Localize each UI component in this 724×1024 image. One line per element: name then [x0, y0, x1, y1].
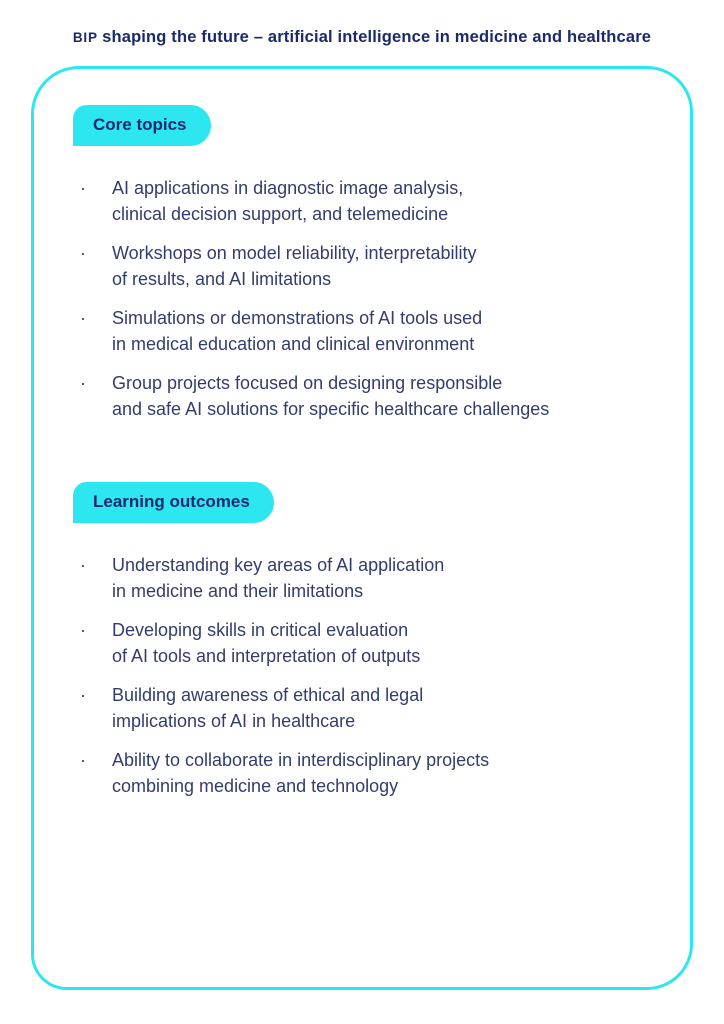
list-item [76, 175, 690, 227]
list-item [76, 617, 690, 669]
bullet-icon: · [80, 373, 86, 393]
section-core-topics [34, 69, 690, 422]
list-item-text: AI applications in diagnostic image analysis, clinical decision support, and telemedicine [112, 178, 464, 224]
list-item [76, 682, 690, 734]
list-item [76, 747, 690, 799]
section-learning-outcomes [34, 435, 690, 799]
bullet-icon: · [80, 620, 86, 640]
bullet-icon: · [80, 555, 86, 575]
bullet-icon: · [80, 750, 86, 770]
list-item [76, 305, 690, 357]
list-item [76, 370, 690, 422]
learning-outcomes-badge: Learning outcomes [73, 482, 274, 523]
list-item-text: Ability to collaborate in interdisciplinary projects combining medicine and technology [112, 750, 490, 796]
list-item-text: Building awareness of ethical and legal implications of AI in healthcare [112, 685, 424, 731]
bullet-icon: · [80, 685, 86, 705]
bullet-icon: · [80, 243, 86, 263]
learning-outcomes-list [34, 552, 690, 799]
list-item [76, 552, 690, 604]
page-title-text: shaping the future – artificial intelligence in medicine and healthcare [102, 28, 652, 46]
list-item-text: Group projects focused on designing responsible and safe AI solutions for specific healthcare challenges [112, 373, 550, 419]
list-item-text: Developing skills in critical evaluation of AI tools and interpretation of outputs [112, 620, 421, 666]
list-item-text: Simulations or demonstrations of AI tools used in medical education and clinical environment [112, 308, 483, 354]
list-item-text: Workshops on model reliability, interpretability of results, and AI limitations [112, 243, 477, 289]
bullet-icon: · [80, 178, 86, 198]
list-item-text: Understanding key areas of AI application in medicine and their limitations [112, 555, 445, 601]
core-topics-list [34, 175, 690, 422]
content-frame [31, 66, 693, 990]
list-item [76, 240, 690, 292]
page-title-prefix: BIP [72, 30, 98, 45]
core-topics-badge: Core topics [73, 105, 211, 146]
page-title [0, 27, 724, 48]
bullet-icon: · [80, 308, 86, 328]
